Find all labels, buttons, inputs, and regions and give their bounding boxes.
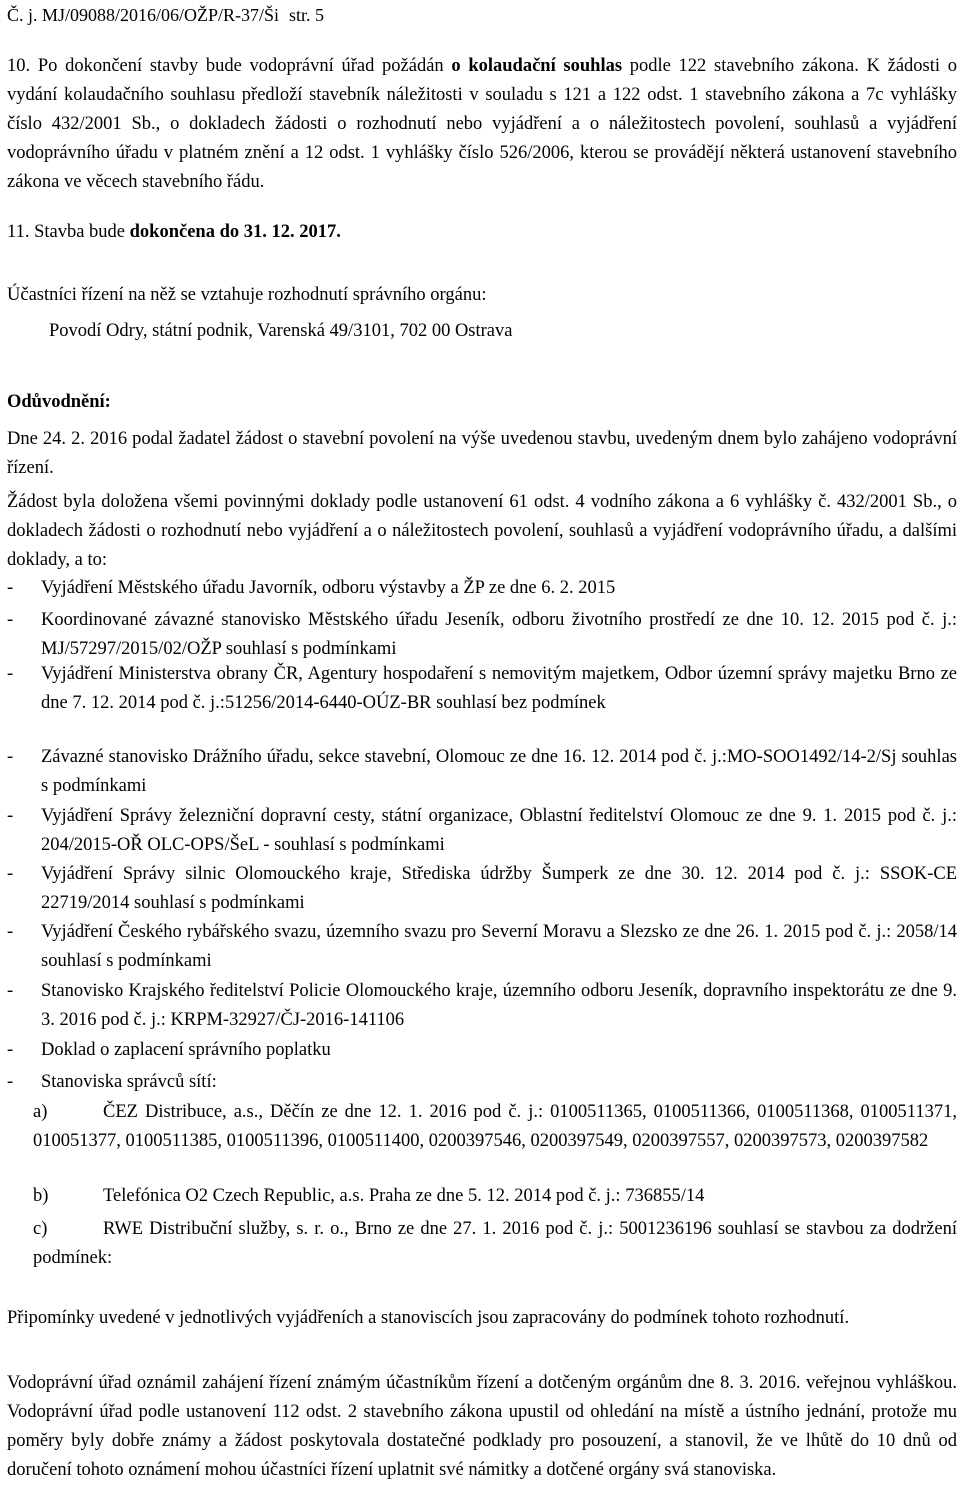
list-item: - Stanoviska správců sítí: [7,1072,217,1092]
list-item: - Vyjádření Městského úřadu Javorník, odboru výstavby a ŽP ze dne 6. 2. 2015 [7,578,616,598]
reference-number: Č. j. MJ/09088/2016/06/OŽP/R-37/Ši [7,5,280,25]
condition-10-emphasis: o kolaudační souhlas [451,56,623,76]
reasoning-heading: Odůvodnění: [7,392,111,412]
reasoning-paragraph-4: Vodoprávní úřad oznámil zahájení řízení známým účastníkům řízení a dotčeným orgánům dne 8. 3. 2016. veřejnou vyhláškou. Vodoprávní úřad podle ustanovení 112 odst. 2 stavebního zákona upustil od ohledání na místě a ústního jednání, protože mu poměry byly dobře známy a žádost poskytovala dostatečné podklady pro posouzení, a stanovil, že ve lhůtě do 10 dnů od doručení tohoto oznámení mohou účastníci řízení uplatnit své námitky a dotčené orgány svá stanoviska. [7,1373,957,1480]
list-item: - Vyjádření Českého rybářského svazu, územního svazu pro Severní Moravu a Slezsko ze dne 26. 1. 2015 pod č. j.: 2058/14 souhlasí s podmínkami [7,922,957,971]
reasoning-paragraph-2: Žádost byla doložena všemi povinnými doklady podle ustanovení 61 odst. 4 vodního zákona a 6 vyhlášky č. 432/2001 Sb., o dokladech žádosti o rozhodnutí nebo vyjádření a o náležitostech povolení, souhlasů a vyjádření vodoprávního úřadu, a dalšími doklady, a to: [7,492,957,570]
page-number: str. 5 [289,5,325,25]
participant-entity: Povodí Odry, státní podnik, Varenská 49/3101, 702 00 Ostrava [49,321,513,341]
network-operator-item: b) Telefónica O2 Czech Republic, a.s. Praha ze dne 5. 12. 2014 pod č. j.: 736855/14 [33,1186,705,1206]
completion-date: dokončena do 31. 12. 2017. [129,222,341,242]
condition-10: 10. Po dokončení stavby bude vodoprávní úřad požádán o kolaudační souhlas podle 122 stavebního zákona. K žádosti o vydání kolaudačního souhlasu předloží stavebník náležitosti v souladu s 121 a 122 odst. 1 stavebního zákona a 7c vyhlášky číslo 432/2001 Sb., o dokladech žádosti o rozhodnutí nebo vyjádření a o náležitostech povolení, souhlasů a vyjádření vodoprávního úřadu v platném znění a 12 odst. 1 vyhlášky číslo 526/2006, kterou se provádějí některá ustanovení stavebního zákona ve věcech stavebního řádu. [7,56,957,192]
list-item: - Koordinované závazné stanovisko Městského úřadu Jeseník, odboru životního prostředí ze dne 10. 12. 2015 pod č. j.: MJ/57297/2015/02/OŽP souhlasí s podmínkami [7,610,957,659]
condition-11: 11. Stavba bude dokončena do 31. 12. 2017. [7,222,341,242]
reasoning-paragraph-3: Připomínky uvedené v jednotlivých vyjádřeních a stanoviscích jsou zapracovány do podmínek tohoto rozhodnutí. [7,1308,850,1328]
list-item: - Vyjádření Správy silnic Olomouckého kraje, Střediska údržby Šumperk ze dne 30. 12. 2014 pod č. j.: SSOK-CE 22719/2014 souhlasí s podmínkami [7,864,957,913]
list-item: - Doklad o zaplacení správního poplatku [7,1040,331,1060]
reasoning-paragraph-1: Dne 24. 2. 2016 podal žadatel žádost o stavební povolení na výše uvedenou stavbu, uvedeným dnem bylo zahájeno vodoprávní řízení. [7,429,957,478]
network-operator-item: c) RWE Distribuční služby, s. r. o., Brno ze dne 27. 1. 2016 pod č. j.: 5001236196 souhlasí se stavbou za dodržení podmínek: [33,1219,957,1268]
list-item: - Stanovisko Krajského ředitelství Policie Olomouckého kraje, územního odboru Jeseník, dopravního inspektorátu ze dne 9. 3. 2016 pod č. j.: KRPM-32927/ČJ-2016-141106 [7,981,957,1030]
network-operator-item: a) ČEZ Distribuce, a.s., Děčín ze dne 12. 1. 2016 pod č. j.: 0100511365, 0100511366, 0100511368, 0100511371, 010051377, 0100511385, 0100511396, 0100511400, 0200397546, 0200397549, 0200397557, 0200397573, 0200397582 [33,1102,957,1151]
list-item: - Vyjádření Ministerstva obrany ČR, Agentury hospodaření s nemovitým majetkem, Odbor územní správy majetku Brno ze dne 7. 12. 2014 pod č. j.:51256/2014-6440-OÚZ-BR souhlasí bez podmínek [7,664,957,713]
participants-heading: Účastníci řízení na něž se vztahuje rozhodnutí správního orgánu: [7,285,487,305]
list-item: - Závazné stanovisko Drážního úřadu, sekce stavební, Olomouc ze dne 16. 12. 2014 pod č. j.:MO-SOO1492/14-2/Sj souhlas s podmínkami [7,747,957,796]
list-item: - Vyjádření Správy železniční dopravní cesty, státní organizace, Oblastní ředitelství Olomouc ze dne 9. 1. 2015 pod č. j.: 204/2015-OŘ OLC-OPS/ŠeL - souhlasí s podmínkami [7,806,957,855]
